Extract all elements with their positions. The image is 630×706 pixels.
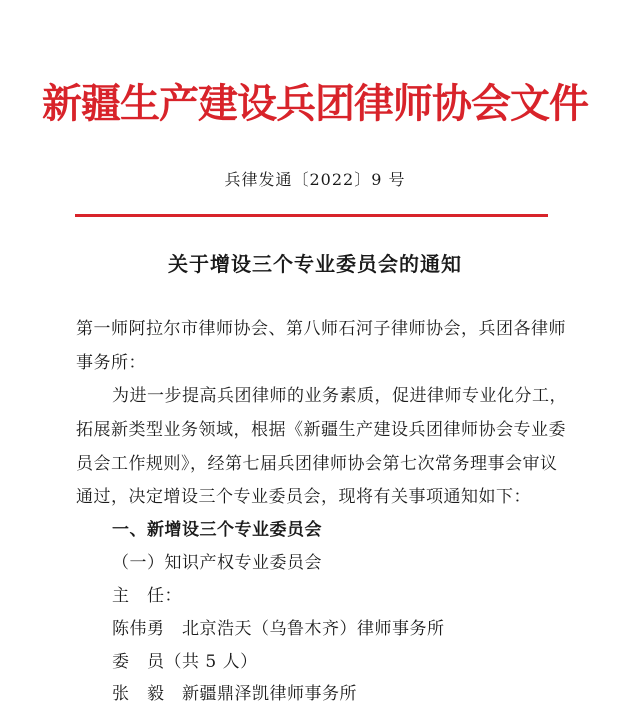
director-entry: 陈伟勇 北京浩天（乌鲁木齐）律师事务所: [112, 619, 445, 639]
addressee-line-1: 第一师阿拉尔市律师协会、第八师石河子律师协会，兵团各律师: [76, 319, 566, 339]
section-1-heading: 一、新增设三个专业委员会: [112, 520, 322, 540]
members-label: 委 员（共 5 人）: [112, 652, 258, 672]
subsection-1-heading: （一）知识产权专业委员会: [112, 553, 322, 573]
paragraph-1-line-2: 拓展新类型业务领域，根据《新疆生产建设兵团律师协会专业委: [76, 420, 566, 440]
paragraph-1-line-3: 员会工作规则》，经第七届兵团律师协会第七次常务理事会审议: [76, 454, 558, 474]
paragraph-1-line-4: 通过，决定增设三个专业委员会，现将有关事项通知如下：: [76, 487, 531, 507]
notice-title: 关于增设三个专业委员会的通知: [168, 252, 462, 276]
director-label: 主 任：: [112, 586, 182, 606]
member-entry-1: 张 毅 新疆鼎泽凯律师事务所: [112, 684, 357, 704]
document-number: 兵律发通〔2022〕9 号: [224, 170, 406, 189]
addressee-line-2: 事务所：: [76, 353, 146, 373]
document-header-title: 新疆生产建设兵团律师协会文件: [42, 80, 588, 127]
red-divider-line: [75, 214, 548, 217]
paragraph-1-line-1: 为进一步提高兵团律师的业务素质，促进律师专业化分工，: [112, 386, 567, 406]
